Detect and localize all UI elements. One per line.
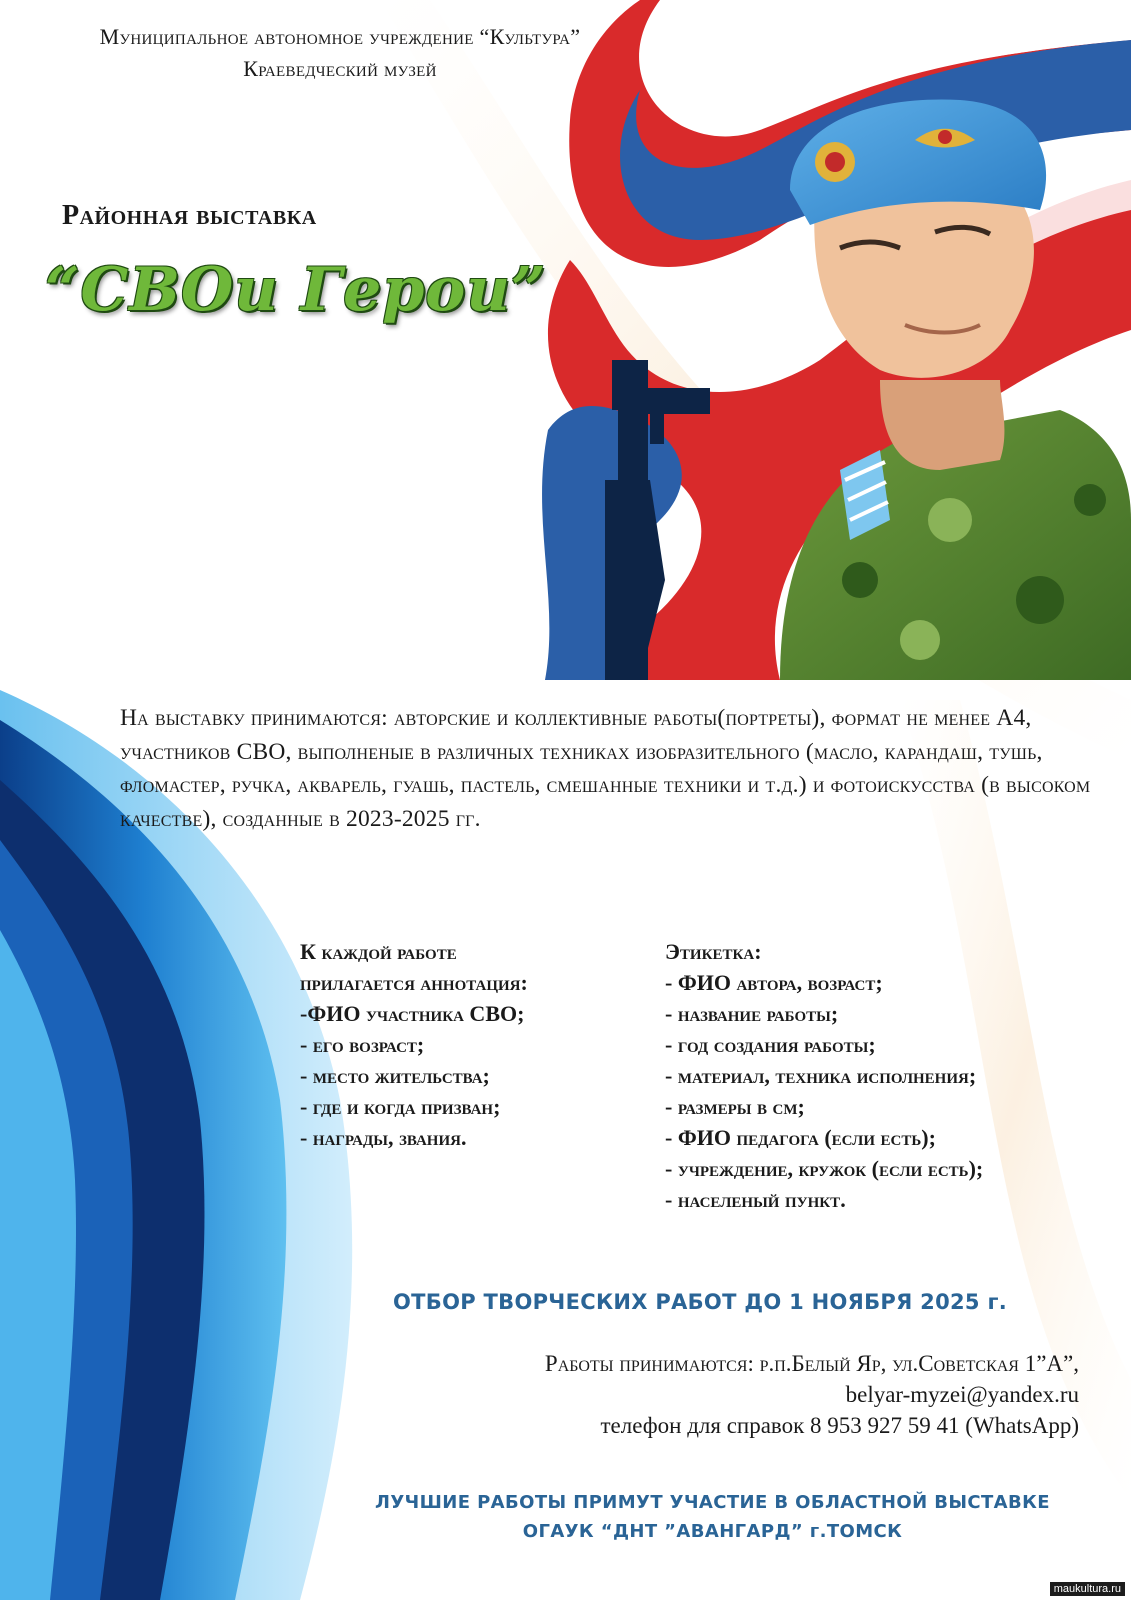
- footer-line: ОГАУК “ДНТ ”АВАНГАРД” г.ТОМСК: [522, 1521, 903, 1542]
- submission-address: Работы принимаются: р.п.Белый Яр, ул.Советская 1”А”,: [544, 1351, 1079, 1376]
- label-line: - учреждение, кружок (если есть);: [665, 1156, 984, 1181]
- museum-name: Краеведческий музей: [243, 56, 437, 81]
- label-line: - материал, техника исполнения;: [665, 1063, 977, 1088]
- contact-info: [545, 1348, 1079, 1441]
- annotation-line: - его возраст;: [300, 1032, 425, 1057]
- contact-email[interactable]: belyar-myzei@yandex.ru: [845, 1382, 1079, 1407]
- organization-name: Муниципальное автономное учреждение “Культура”: [99, 24, 581, 49]
- annotation-line: прилагается аннотация:: [300, 970, 528, 995]
- footer-note: [0, 1488, 1131, 1546]
- label-line: Этикетка:: [665, 939, 762, 964]
- exhibition-title: “СВОи Герои”: [45, 255, 547, 325]
- label-line: - ФИО педагога (если есть);: [665, 1125, 936, 1150]
- annotation-requirements: [300, 936, 528, 1153]
- label-line: - населеный пункт.: [665, 1187, 846, 1212]
- exhibition-subtitle: Районная выставка: [62, 200, 317, 231]
- site-watermark: maukultura.ru: [1050, 1582, 1125, 1596]
- label-line: - название работы;: [665, 1001, 839, 1026]
- label-line: - ФИО автора, возраст;: [665, 970, 883, 995]
- annotation-line: - где и когда призван;: [300, 1094, 501, 1119]
- label-line: - размеры в см;: [665, 1094, 805, 1119]
- contact-phone: телефон для справок 8 953 927 59 41 (WhatsApp): [600, 1413, 1079, 1438]
- annotation-line: - награды, звания.: [300, 1125, 467, 1150]
- annotation-line: - место жительства;: [300, 1063, 490, 1088]
- annotation-line: -ФИО участника СВО;: [300, 1001, 525, 1026]
- submission-description: На выставку принимаются: авторские и коллективные работы(портреты), формат не менее А4, участников СВО, выполненые в различных техниках изобразительного (масло, карандаш, тушь, фломастер, ручка, акварель, гуашь, пастель, смешанные техники и т.д.) и фотоискусства (в высоком качестве), созданные в 2023-2025 гг.: [120, 705, 1091, 832]
- annotation-line: К каждой работе: [300, 939, 457, 964]
- label-requirements: [665, 936, 983, 1215]
- submission-deadline: ОТБОР ТВОРЧЕСКИХ РАБОТ ДО 1 НОЯБРЯ 2025 г.: [393, 1290, 1007, 1314]
- label-line: - год создания работы;: [665, 1032, 876, 1057]
- footer-line: ЛУЧШИЕ РАБОТЫ ПРИМУТ УЧАСТИЕ В ОБЛАСТНОЙ ВЫСТАВКЕ: [375, 1492, 1050, 1513]
